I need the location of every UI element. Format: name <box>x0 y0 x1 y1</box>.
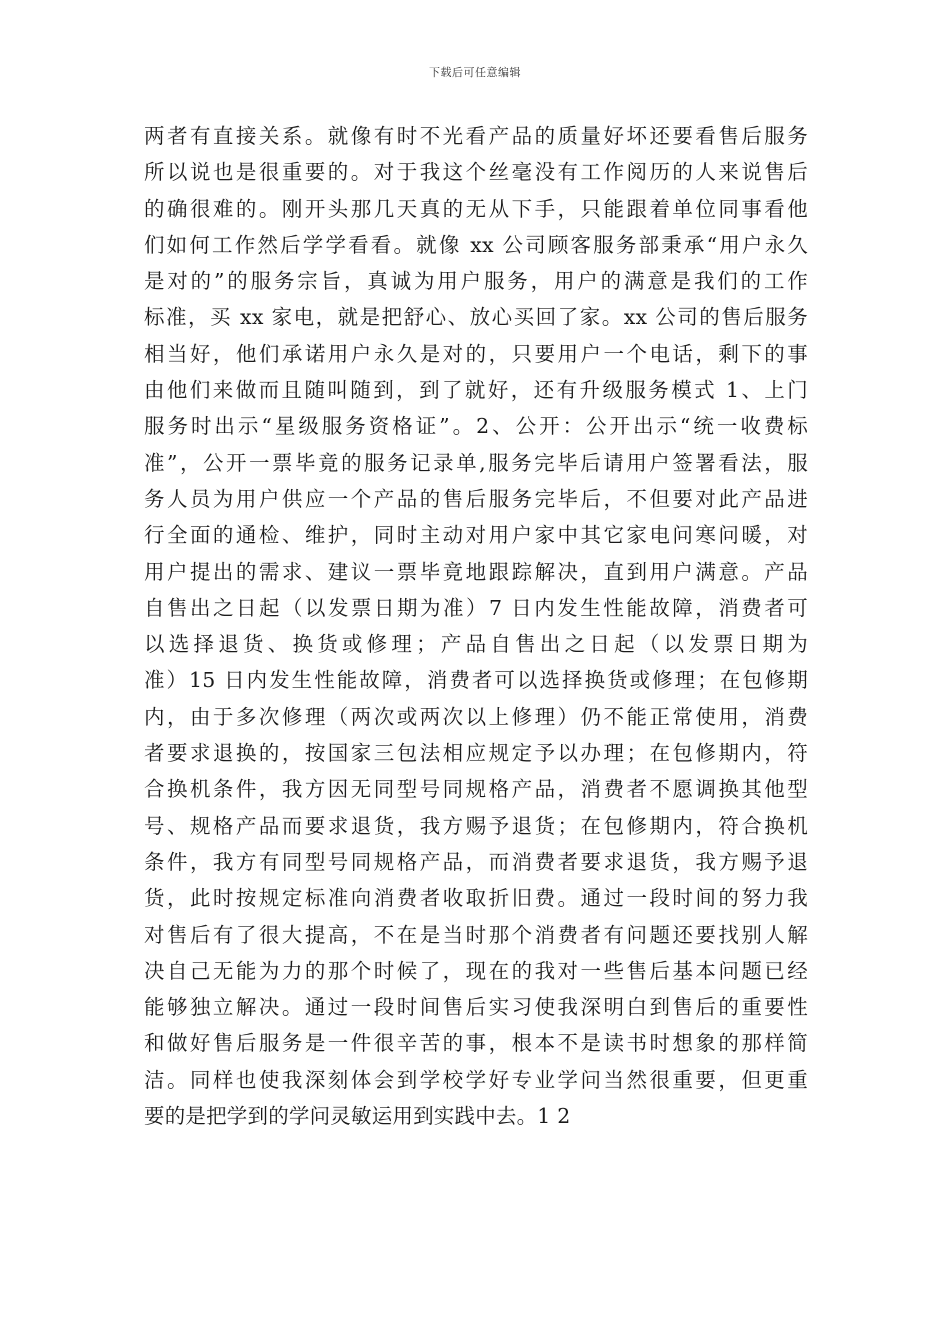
text-line: 是对的”的服务宗旨，真诚为用户服务，用户的满意是我们的工作 <box>144 269 808 294</box>
text-line: 行全面的通检、维护，同时主动对用户家中其它家电问寒问暖，对 <box>144 523 808 548</box>
page-header-note: 下载后可任意编辑 <box>429 66 521 79</box>
text-line: 洁。同样也使我深刻体会到学校学好专业学问当然很重要，但更重 <box>144 1067 808 1092</box>
text-line: 以选择退货、换货或修理；产品自售出之日起（以发票日期为 <box>144 632 808 657</box>
text-line-last: 要的是把学到的学问灵敏运用到实践中去。1 2 <box>144 1104 571 1129</box>
text-line: 准”，公开一票毕竟的服务记录单,服务完毕后请用户签署看法，服 <box>144 450 808 475</box>
text-line: 内，由于多次修理（两次或两次以上修理）仍不能正常使用，消费 <box>144 704 808 729</box>
text-line: 条件，我方有同型号同规格产品，而消费者要求退货，我方赐予退 <box>144 849 808 874</box>
text-line: 对售后有了很大提高，不在是当时那个消费者有问题还要找别人解 <box>144 922 808 947</box>
text-line: 准）15 日内发生性能故障，消费者可以选择换货或修理；在包修期 <box>144 668 808 693</box>
text-line: 自售出之日起（以发票日期为准）7 日内发生性能故障，消费者可 <box>144 595 808 620</box>
text-line: 标准，买 xx 家电，就是把舒心、放心买回了家。xx 公司的售后服务 <box>144 305 808 330</box>
text-line: 和做好售后服务是一件很辛苦的事，根本不是读书时想象的那样简 <box>144 1031 808 1056</box>
text-line: 号、规格产品而要求退货，我方赐予退货；在包修期内，符合换机 <box>144 813 808 838</box>
text-line: 服务时出示“星级服务资格证”。2、公开：公开出示“统一收费标 <box>144 414 808 439</box>
text-line: 用户提出的需求、建议一票毕竟地跟踪解决，直到用户满意。产品 <box>144 559 808 584</box>
text-line: 们如何工作然后学学看看。就像 xx 公司顾客服务部秉承“用户永久 <box>144 232 808 257</box>
text-line: 合换机条件，我方因无同型号同规格产品，消费者不愿调换其他型 <box>144 777 808 802</box>
text-line: 决自己无能为力的那个时候了，现在的我对一些售后基本问题已经 <box>144 958 808 983</box>
text-line: 货，此时按规定标准向消费者收取折旧费。通过一段时间的努力我 <box>144 886 808 911</box>
text-line: 相当好，他们承诺用户永久是对的，只要用户一个电话，剩下的事 <box>144 341 808 366</box>
text-line: 两者有直接关系。就像有时不光看产品的质量好坏还要看售后服务 <box>144 124 808 148</box>
document-body <box>144 118 808 1134</box>
text-line: 所以说也是很重要的。对于我这个丝毫没有工作阅历的人来说售后 <box>144 160 808 185</box>
text-line: 由他们来做而且随叫随到，到了就好，还有升级服务模式 1、上门 <box>144 378 808 403</box>
text-line: 能够独立解决。通过一段时间售后实习使我深明白到售后的重要性 <box>144 995 808 1020</box>
text-line: 者要求退换的，按国家三包法相应规定予以办理；在包修期内，符 <box>144 741 808 766</box>
text-line: 务人员为用户供应一个产品的售后服务完毕后，不但要对此产品进 <box>144 486 808 511</box>
text-line: 的确很难的。刚开头那几天真的无从下手，只能跟着单位同事看他 <box>144 196 808 221</box>
